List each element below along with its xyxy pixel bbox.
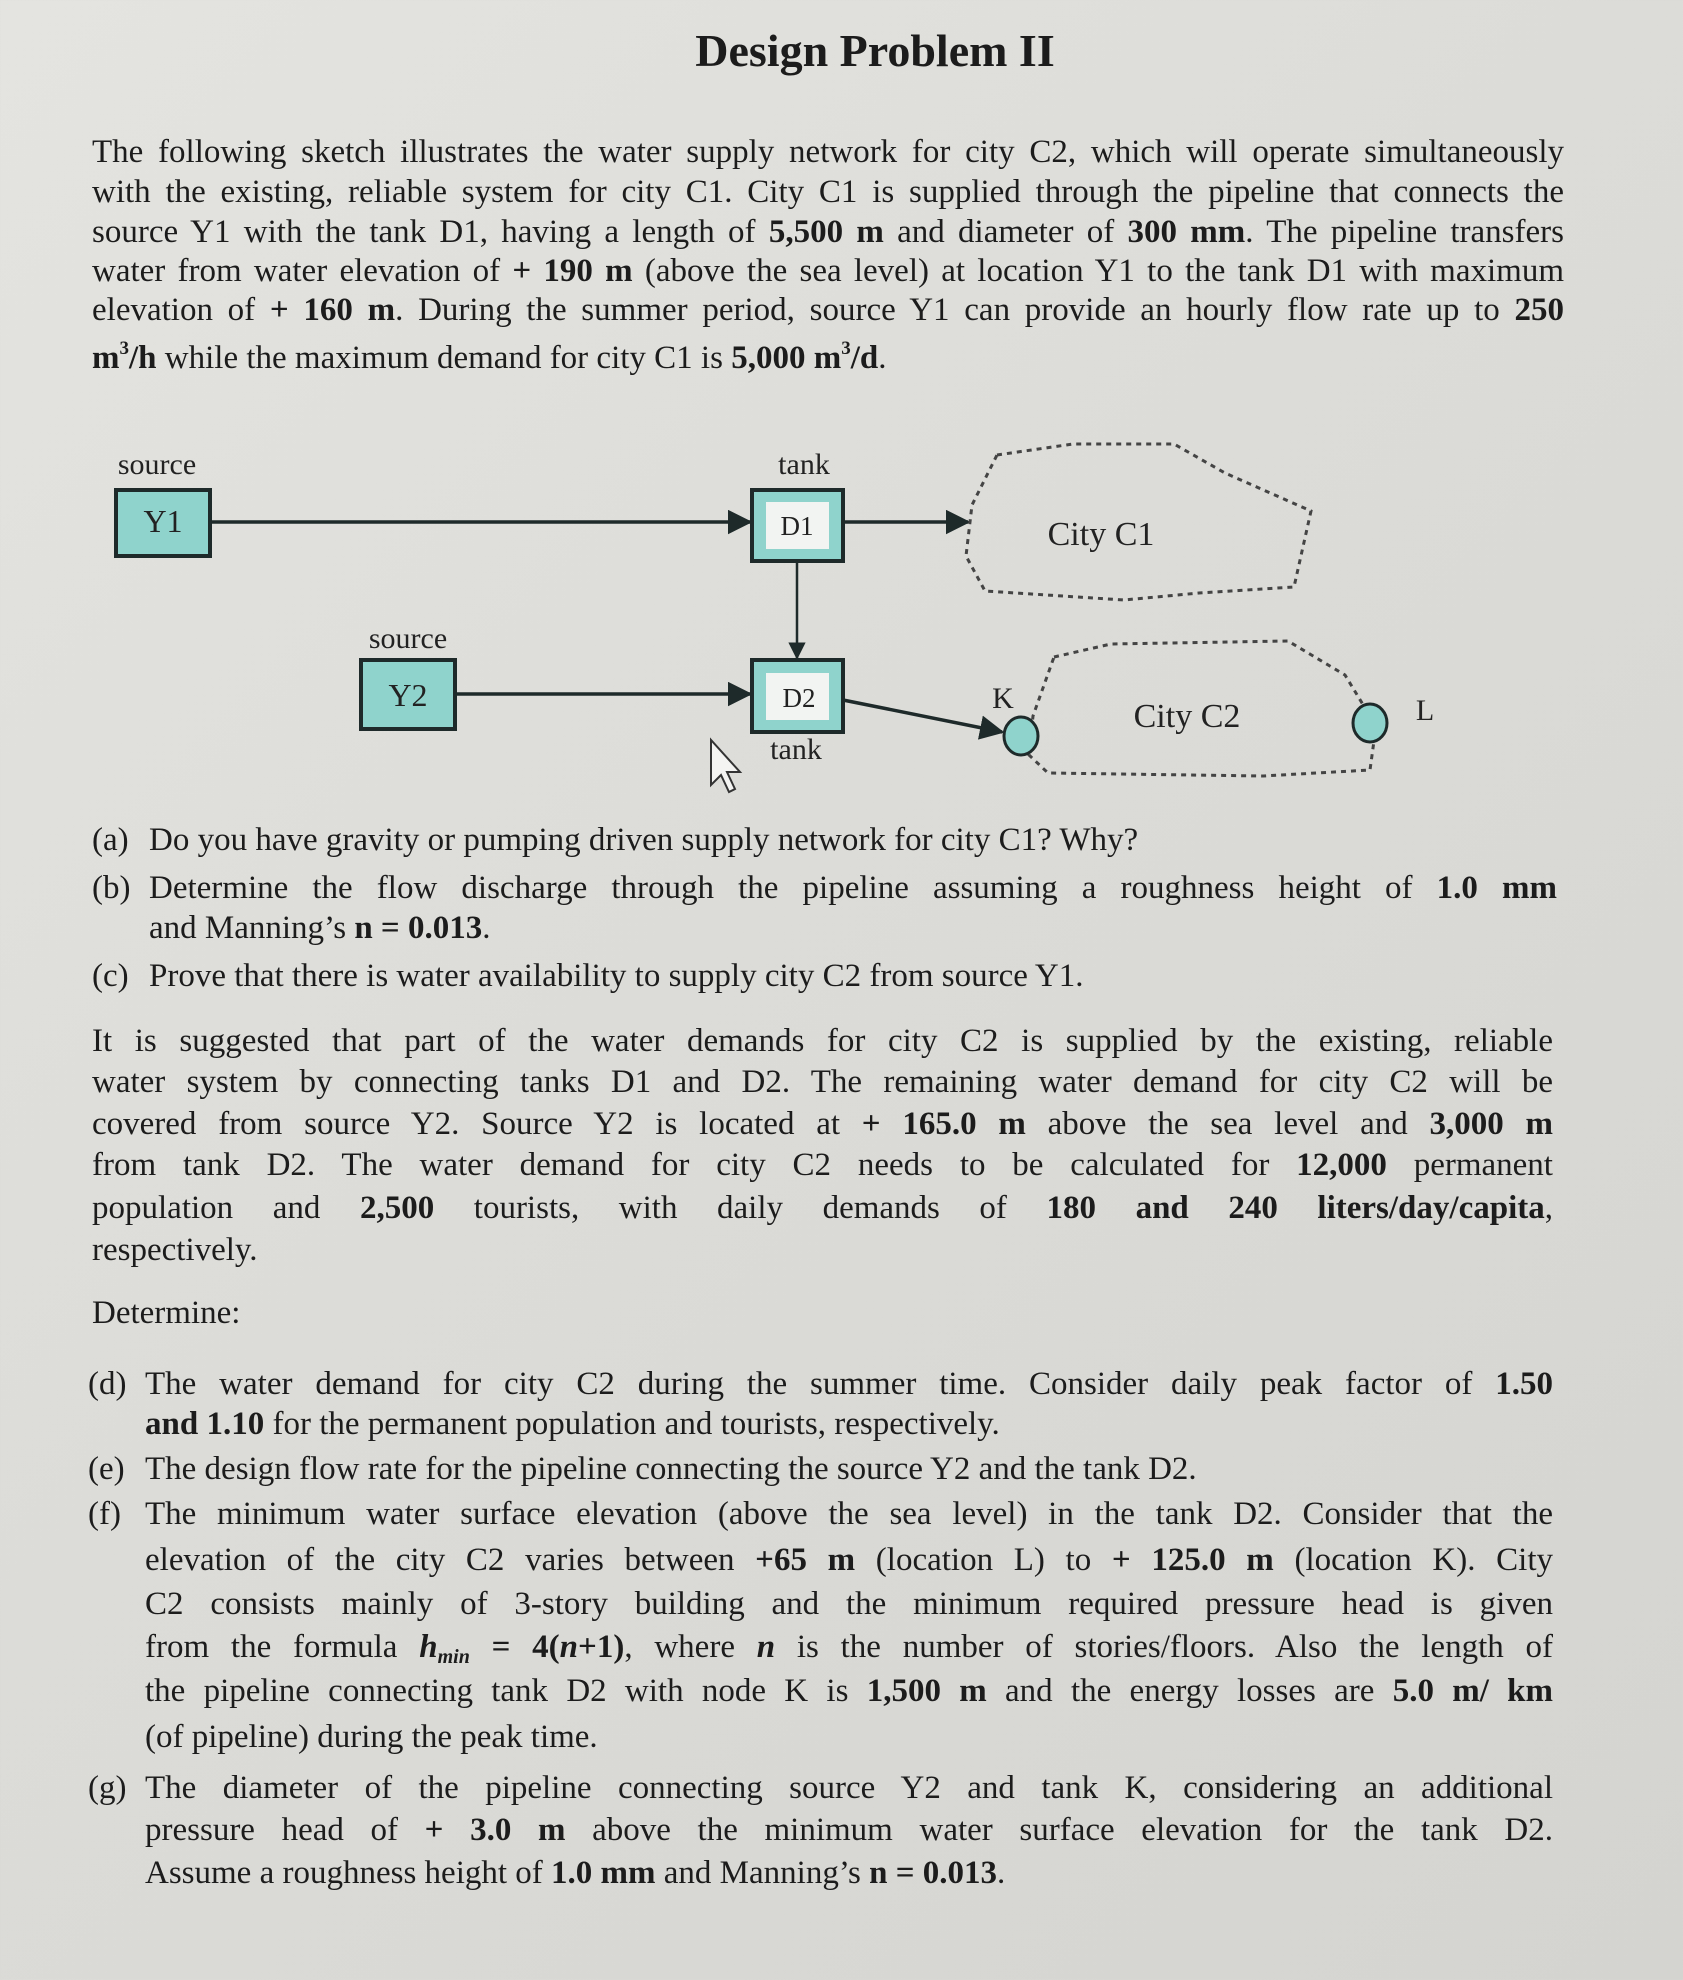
text-segment: /d	[850, 340, 879, 376]
question-label: (e)	[88, 1451, 125, 1487]
source-y2-label: source	[368, 622, 448, 655]
text-segment: n = 0.013	[869, 1855, 998, 1891]
text-segment: and 1.10	[145, 1406, 265, 1442]
text-segment: It is suggested that part of the water demands for city C2 is supplied by the existing, reliable	[92, 1023, 1553, 1059]
text-segment: The design flow rate for the pipeline connecting the source Y2 and the tank D2.	[145, 1451, 1197, 1487]
text-segment: h	[419, 1629, 438, 1665]
text-segment: (of pipeline) during the peak time.	[145, 1719, 598, 1755]
text-segment: (location K). City	[1273, 1542, 1554, 1578]
text-segment: The following sketch illustrates the water supply network for city C2, which will operate simultaneously	[92, 134, 1564, 170]
text-segment: 5.0 m/ km	[1392, 1673, 1554, 1709]
determine-heading: Determine:	[92, 1295, 241, 1331]
node-l	[1353, 704, 1387, 742]
text-segment: m	[92, 340, 120, 376]
text-segment: + 3.0 m	[424, 1812, 566, 1848]
text-segment: (location L) to	[855, 1542, 1112, 1578]
question-label: (b)	[92, 870, 131, 906]
text-segment: and diameter of	[883, 214, 1128, 250]
text-segment: 180 and 240 liters/day/capita	[1046, 1190, 1545, 1226]
text-segment: 12,000	[1296, 1147, 1387, 1183]
d2-text: D2	[782, 683, 816, 713]
text-segment: 3	[119, 338, 129, 359]
text-segment: 5,500 m	[768, 214, 884, 250]
question-label: (a)	[92, 822, 129, 858]
text-segment: 5,000 m	[731, 340, 842, 376]
text-segment: source Y1 with the tank D1, having a length of	[92, 214, 769, 250]
text-segment: Determine the flow discharge through the pipeline assuming a roughness height of	[149, 870, 1437, 906]
city-c1-label: City C1	[1047, 516, 1155, 553]
text-segment: and Manning’s	[149, 910, 355, 946]
city-c2-label: City C2	[1133, 698, 1241, 735]
text-segment: The minimum water surface elevation (above the sea level) in the tank D2. Consider that the	[145, 1496, 1553, 1532]
text-segment: tourists, with daily demands of	[434, 1190, 1047, 1226]
text-segment: .	[997, 1855, 1006, 1891]
text-segment: Prove that there is water availability to supply city C2 from source Y1.	[149, 958, 1084, 994]
y1-text: Y1	[143, 503, 183, 539]
text-segment: for the permanent population and tourists, respectively.	[264, 1406, 1000, 1442]
page-title: Design Problem II	[695, 25, 1055, 76]
text-segment: .	[878, 340, 887, 376]
text-segment: from tank D2. The water demand for city C2 needs to be calculated for	[92, 1147, 1297, 1183]
text-segment: . During the summer period, source Y1 can provide an hourly flow rate up to	[395, 292, 1515, 328]
text-segment: /h	[129, 340, 157, 376]
text-segment: = 4(	[469, 1629, 560, 1665]
text-segment: + 160 m	[269, 292, 396, 328]
text-segment: elevation of the city C2 varies between	[145, 1542, 756, 1578]
text-segment: +65 m	[755, 1542, 856, 1578]
text-segment: + 190 m	[512, 253, 633, 289]
text-segment: and the energy losses are	[986, 1673, 1393, 1709]
text-segment: water system by connecting tanks D1 and D2. The remaining water demand for city C2 will be	[92, 1064, 1553, 1100]
text-segment: 1.50	[1495, 1366, 1553, 1402]
text-segment: above the minimum water surface elevation for the tank D2.	[565, 1812, 1553, 1848]
text-segment: min	[437, 1646, 470, 1668]
text-segment: .	[482, 910, 491, 946]
text-segment: (above the sea level) at location Y1 to the tank D1 with maximum	[632, 253, 1565, 289]
text-segment: the pipeline connecting tank D2 with node K is	[145, 1673, 867, 1709]
tank-d2-label: tank	[770, 733, 822, 766]
text-segment: above the sea level and	[1025, 1106, 1430, 1142]
text-segment: 300 mm	[1127, 214, 1246, 250]
text-segment: covered from source Y2. Source Y2 is located at	[92, 1106, 862, 1142]
text-segment: n	[559, 1629, 579, 1665]
text-segment: respectively.	[92, 1232, 258, 1268]
y2-text: Y2	[388, 677, 428, 713]
question-label: (c)	[92, 958, 129, 994]
question-label: (d)	[88, 1366, 127, 1402]
text-segment: + 165.0 m	[861, 1106, 1026, 1142]
pipe-d2-k	[843, 700, 1002, 732]
text-segment: 1.0 mm	[551, 1855, 656, 1891]
text-segment: ,	[1544, 1190, 1553, 1226]
text-segment: population and	[92, 1190, 360, 1226]
text-segment: permanent	[1386, 1147, 1553, 1183]
mouse-cursor-icon	[711, 740, 740, 792]
text-segment: The water demand for city C2 during the summer time. Consider daily peak factor of	[145, 1366, 1496, 1402]
text-segment: Do you have gravity or pumping driven supply network for city C1? Why?	[149, 822, 1139, 858]
text-segment: + 125.0 m	[1111, 1542, 1274, 1578]
text-segment: +1)	[578, 1629, 625, 1665]
text-segment: pressure head of	[145, 1812, 425, 1848]
text-segment: C2 consists mainly of 3-story building and the minimum required pressure head is given	[145, 1586, 1553, 1622]
tank-d1-label: tank	[778, 448, 830, 481]
question-label: (f)	[88, 1496, 121, 1532]
text-segment: n	[756, 1629, 776, 1665]
text-segment: 3	[841, 338, 851, 359]
node-k-label: K	[992, 682, 1014, 715]
text-segment: 3,000 m	[1429, 1106, 1553, 1142]
text-segment: The diameter of the pipeline connecting source Y2 and tank K, considering an additional	[145, 1770, 1553, 1806]
text-segment: Assume a roughness height of	[145, 1855, 552, 1891]
node-l-label: L	[1415, 694, 1435, 727]
node-k	[1004, 717, 1038, 755]
text-segment: while the maximum demand for city C1 is	[156, 340, 732, 376]
text-segment: water from water elevation of	[92, 253, 513, 289]
text-segment: n = 0.013	[354, 910, 483, 946]
text-segment: is the number of stories/floors. Also the length of	[775, 1629, 1553, 1665]
d1-text: D1	[780, 511, 814, 541]
text-segment: with the existing, reliable system for city C1. City C1 is supplied through the pipeline that connects the	[92, 174, 1564, 210]
text-segment: , where	[624, 1629, 757, 1665]
text-segment: 1,500 m	[866, 1673, 987, 1709]
source-y1-label: source	[117, 448, 197, 481]
question-label: (g)	[88, 1770, 127, 1806]
text-segment: from the formula	[145, 1629, 420, 1665]
text-segment: elevation of	[92, 292, 270, 328]
text-segment: 250	[1514, 292, 1565, 328]
text-segment: and Manning’s	[655, 1855, 870, 1891]
text-segment: . The pipeline transfers	[1245, 214, 1564, 250]
text-segment: 1.0 mm	[1436, 870, 1557, 906]
text-segment: 2,500	[359, 1190, 435, 1226]
